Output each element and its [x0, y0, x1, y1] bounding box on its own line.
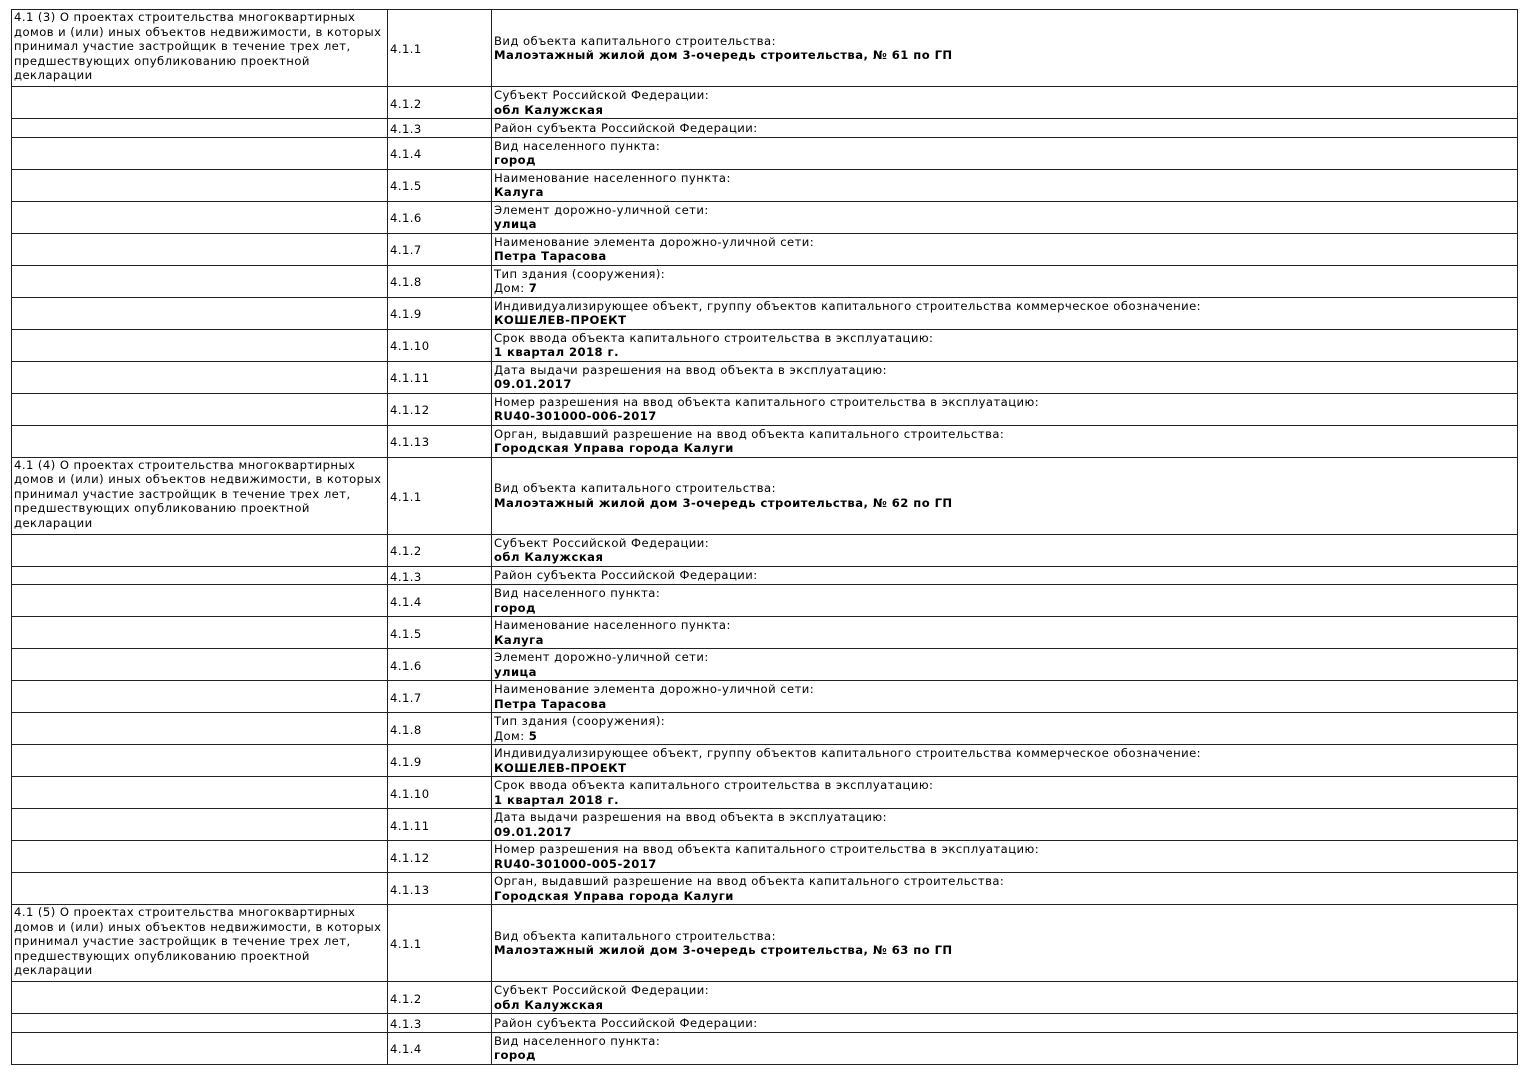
item-code: 4.1.12 [390, 403, 430, 418]
table-row [12, 745, 1518, 777]
table-row [12, 425, 1518, 457]
item-code-cell [388, 873, 492, 905]
item-code: 4.1.3 [390, 122, 422, 136]
item-value: 5 [528, 728, 538, 743]
item-label: Субъект Российской Федерации: [494, 983, 710, 997]
item-value: RU40-301000-005-2017 [494, 856, 657, 871]
empty-cell [12, 1014, 388, 1033]
empty-cell [12, 534, 388, 566]
empty-cell [12, 361, 388, 393]
item-code-cell [388, 1014, 492, 1033]
empty-cell [12, 649, 388, 681]
item-code-cell [388, 169, 492, 201]
item-content-cell [492, 329, 1518, 361]
item-label: Район субъекта Российской Федерации: [494, 1015, 758, 1030]
item-code-cell [388, 713, 492, 745]
declaration-table [11, 9, 1518, 1065]
item-label: Дата выдачи разрешения на ввод объекта в эксплуатацию: [494, 810, 887, 824]
empty-cell [12, 119, 388, 138]
table-row [12, 119, 1518, 138]
item-code: 4.1.1 [390, 937, 422, 952]
empty-cell [12, 566, 388, 585]
item-label: Вид населенного пункта: [494, 138, 661, 153]
table-row [12, 649, 1518, 681]
empty-cell [12, 1032, 388, 1064]
item-value: Петра Тарасова [494, 249, 607, 263]
item-label: Номер разрешения на ввод объекта капитального строительства в эксплуатацию: [494, 394, 1040, 409]
item-content-cell [492, 10, 1518, 87]
item-label: Элемент дорожно-уличной сети: [494, 202, 709, 217]
item-value: Малоэтажный жилой дом 3-очередь строительства, № 62 по ГП [494, 495, 953, 510]
item-label: Номер разрешения на ввод объекта капитального строительства в эксплуатацию: [494, 842, 1040, 856]
empty-cell [12, 233, 388, 265]
item-value: улица [494, 217, 537, 231]
table-row [12, 361, 1518, 393]
item-label: Срок ввода объекта капитального строительства в эксплуатацию: [494, 330, 934, 345]
item-code: 4.1.1 [390, 42, 422, 57]
table-row [12, 393, 1518, 425]
item-code: 4.1.10 [390, 339, 430, 354]
empty-cell [12, 777, 388, 809]
item-code-cell [388, 297, 492, 329]
item-label: Срок ввода объекта капитального строительства в эксплуатацию: [494, 778, 934, 792]
table-row [12, 777, 1518, 809]
item-content-cell [492, 982, 1518, 1014]
item-value-prefix: Дом: [494, 728, 529, 743]
item-content-cell [492, 169, 1518, 201]
table-row [12, 873, 1518, 905]
item-value: улица [494, 664, 537, 679]
table-row [12, 585, 1518, 617]
item-label: Тип здания (сооружения): [494, 266, 666, 281]
item-code: 4.1.3 [390, 1017, 422, 1031]
section-heading: 4.1 (3) О проектах строительства многоквартирных домов и (или) иных объектов недвижимости, в которых принимал участие застройщик в течение трех лет, предшествующих опубликованию проектной декларации [14, 10, 382, 82]
item-content-cell [492, 1032, 1518, 1064]
table-row [12, 137, 1518, 169]
item-content-cell [492, 265, 1518, 297]
item-label: Орган, выдавший разрешение на ввод объекта капитального строительства: [494, 874, 1005, 888]
empty-cell [12, 617, 388, 649]
item-code-cell [388, 329, 492, 361]
item-label: Наименование населенного пункта: [494, 618, 731, 632]
table-row [12, 87, 1518, 119]
item-content-cell [492, 201, 1518, 233]
item-label: Дата выдачи разрешения на ввод объекта в эксплуатацию: [494, 362, 887, 377]
item-code-cell [388, 566, 492, 585]
item-value: Калуга [494, 632, 544, 647]
item-code-cell [388, 905, 492, 982]
empty-cell [12, 982, 388, 1014]
item-content-cell [492, 649, 1518, 681]
item-code-cell [388, 841, 492, 873]
table-row [12, 201, 1518, 233]
item-code-cell [388, 201, 492, 233]
item-code-cell [388, 137, 492, 169]
item-value: Малоэтажный жилой дом 3-очередь строительства, № 61 по ГП [494, 48, 953, 62]
item-code: 4.1.6 [390, 211, 422, 226]
section-heading: 4.1 (4) О проектах строительства многоквартирных домов и (или) иных объектов недвижимости, в которых принимал участие застройщик в течение трех лет, предшествующих опубликованию проектной декларации [14, 457, 382, 530]
item-label: Вид объекта капитального строительства: [494, 928, 776, 943]
item-value: обл Калужская [494, 550, 604, 564]
item-value: город [494, 1048, 536, 1062]
section-heading: 4.1 (5) О проектах строительства многоквартирных домов и (или) иных объектов недвижимости, в которых принимал участие застройщик в течение трех лет, предшествующих опубликованию проектной декларации [14, 905, 382, 977]
item-code-cell [388, 809, 492, 841]
item-code: 4.1.9 [390, 307, 422, 322]
table-row [12, 534, 1518, 566]
empty-cell [12, 201, 388, 233]
table-row [12, 713, 1518, 745]
item-content-cell [492, 905, 1518, 982]
section-heading-cell [12, 10, 388, 87]
item-content-cell [492, 713, 1518, 745]
item-code-cell [388, 361, 492, 393]
item-code: 4.1.3 [390, 569, 422, 584]
item-code: 4.1.9 [390, 754, 422, 769]
item-content-cell [492, 137, 1518, 169]
item-content-cell [492, 425, 1518, 457]
item-value: RU40-301000-006-2017 [494, 409, 657, 423]
item-value: город [494, 153, 536, 167]
empty-cell [12, 169, 388, 201]
item-label: Наименование населенного пункта: [494, 170, 731, 185]
section-heading-cell [12, 457, 388, 534]
item-content-cell [492, 745, 1518, 777]
empty-cell [12, 745, 388, 777]
table-row [12, 10, 1518, 87]
item-code-cell [388, 681, 492, 713]
item-code: 4.1.7 [390, 690, 422, 705]
item-code-cell [388, 265, 492, 297]
item-value-line [494, 729, 1515, 744]
item-value: обл Калужская [494, 997, 604, 1012]
item-content-cell [492, 1014, 1518, 1033]
item-code-cell [388, 87, 492, 119]
item-code: 4.1.5 [390, 179, 422, 194]
item-value-prefix: Дом: [494, 281, 529, 295]
item-content-cell [492, 457, 1518, 534]
item-code: 4.1.4 [390, 147, 422, 162]
item-code-cell [388, 119, 492, 138]
item-code-cell [388, 585, 492, 617]
item-code: 4.1.2 [390, 96, 422, 111]
empty-cell [12, 425, 388, 457]
section-heading-cell [12, 905, 388, 982]
item-label: Орган, выдавший разрешение на ввод объекта капитального строительства: [494, 426, 1005, 441]
item-label: Вид объекта капитального строительства: [494, 33, 776, 48]
empty-cell [12, 265, 388, 297]
item-code: 4.1.1 [390, 489, 422, 504]
item-code-cell [388, 617, 492, 649]
item-code: 4.1.8 [390, 275, 422, 290]
item-value: Петра Тарасова [494, 696, 607, 711]
item-value: КОШЕЛЕВ-ПРОЕКТ [494, 760, 627, 775]
item-content-cell [492, 233, 1518, 265]
item-content-cell [492, 119, 1518, 138]
item-value: Городская Управа города Калуги [494, 888, 734, 903]
item-value: Малоэтажный жилой дом 3-очередь строительства, № 63 по ГП [494, 943, 953, 957]
item-value-line [494, 281, 1515, 296]
item-value: 09.01.2017 [494, 824, 572, 839]
item-value: КОШЕЛЕВ-ПРОЕКТ [494, 313, 627, 327]
empty-cell [12, 137, 388, 169]
item-code-cell [388, 393, 492, 425]
item-content-cell [492, 841, 1518, 873]
table-row [12, 265, 1518, 297]
item-code: 4.1.11 [390, 371, 430, 386]
item-value: Городская Управа города Калуги [494, 441, 734, 455]
item-content-cell [492, 681, 1518, 713]
item-content-cell [492, 617, 1518, 649]
item-label: Район субъекта Российской Федерации: [494, 120, 758, 135]
item-code: 4.1.4 [390, 1042, 422, 1057]
item-code: 4.1.2 [390, 544, 422, 559]
table-row [12, 809, 1518, 841]
item-value: город [494, 600, 536, 615]
item-code: 4.1.13 [390, 882, 430, 897]
item-label: Тип здания (сооружения): [494, 714, 666, 728]
empty-cell [12, 681, 388, 713]
empty-cell [12, 713, 388, 745]
item-code: 4.1.10 [390, 786, 430, 801]
item-label: Вид населенного пункта: [494, 1033, 661, 1048]
item-code: 4.1.11 [390, 818, 430, 833]
item-code-cell [388, 745, 492, 777]
empty-cell [12, 873, 388, 905]
item-code: 4.1.8 [390, 722, 422, 737]
item-content-cell [492, 534, 1518, 566]
table-row [12, 566, 1518, 585]
item-label: Наименование элемента дорожно-уличной сети: [494, 682, 815, 696]
item-content-cell [492, 873, 1518, 905]
empty-cell [12, 585, 388, 617]
table-row [12, 982, 1518, 1014]
item-code-cell [388, 649, 492, 681]
item-code-cell [388, 233, 492, 265]
empty-cell [12, 393, 388, 425]
table-row [12, 297, 1518, 329]
item-label: Район субъекта Российской Федерации: [494, 568, 758, 582]
table-row [12, 233, 1518, 265]
item-code: 4.1.2 [390, 991, 422, 1006]
item-value: обл Калужская [494, 102, 604, 117]
item-code-cell [388, 457, 492, 534]
empty-cell [12, 87, 388, 119]
item-label: Вид населенного пункта: [494, 586, 661, 600]
item-content-cell [492, 777, 1518, 809]
item-value: 7 [528, 281, 538, 295]
item-label: Субъект Российской Федерации: [494, 88, 710, 102]
table-row [12, 1032, 1518, 1064]
item-code-cell [388, 10, 492, 87]
empty-cell [12, 297, 388, 329]
item-label: Элемент дорожно-уличной сети: [494, 650, 709, 664]
item-value: 09.01.2017 [494, 377, 572, 391]
item-code-cell [388, 425, 492, 457]
item-label: Наименование элемента дорожно-уличной сети: [494, 234, 815, 249]
item-code: 4.1.4 [390, 594, 422, 609]
table-row [12, 329, 1518, 361]
item-code-cell [388, 982, 492, 1014]
empty-cell [12, 841, 388, 873]
item-value: 1 квартал 2018 г. [494, 345, 619, 359]
table-row [12, 457, 1518, 534]
item-label: Индивидуализирующее объект, группу объектов капитального строительства коммерческое обозначение: [494, 298, 1202, 313]
item-content-cell [492, 585, 1518, 617]
table-row [12, 681, 1518, 713]
table-row [12, 905, 1518, 982]
item-value: Калуга [494, 185, 544, 199]
table-row [12, 169, 1518, 201]
empty-cell [12, 809, 388, 841]
item-code: 4.1.12 [390, 850, 430, 865]
item-code-cell [388, 1032, 492, 1064]
item-code: 4.1.6 [390, 658, 422, 673]
item-code-cell [388, 534, 492, 566]
table-row [12, 841, 1518, 873]
table-row [12, 617, 1518, 649]
item-content-cell [492, 809, 1518, 841]
item-label: Индивидуализирующее объект, группу объектов капитального строительства коммерческое обозначение: [494, 746, 1202, 760]
item-label: Субъект Российской Федерации: [494, 535, 710, 550]
item-content-cell [492, 87, 1518, 119]
item-value: 1 квартал 2018 г. [494, 792, 619, 807]
item-content-cell [492, 566, 1518, 585]
item-code: 4.1.5 [390, 626, 422, 641]
item-code: 4.1.7 [390, 243, 422, 258]
empty-cell [12, 329, 388, 361]
item-content-cell [492, 361, 1518, 393]
table-row [12, 1014, 1518, 1033]
item-label: Вид объекта капитального строительства: [494, 481, 776, 495]
item-code: 4.1.13 [390, 435, 430, 450]
item-content-cell [492, 393, 1518, 425]
item-code-cell [388, 777, 492, 809]
item-content-cell [492, 297, 1518, 329]
